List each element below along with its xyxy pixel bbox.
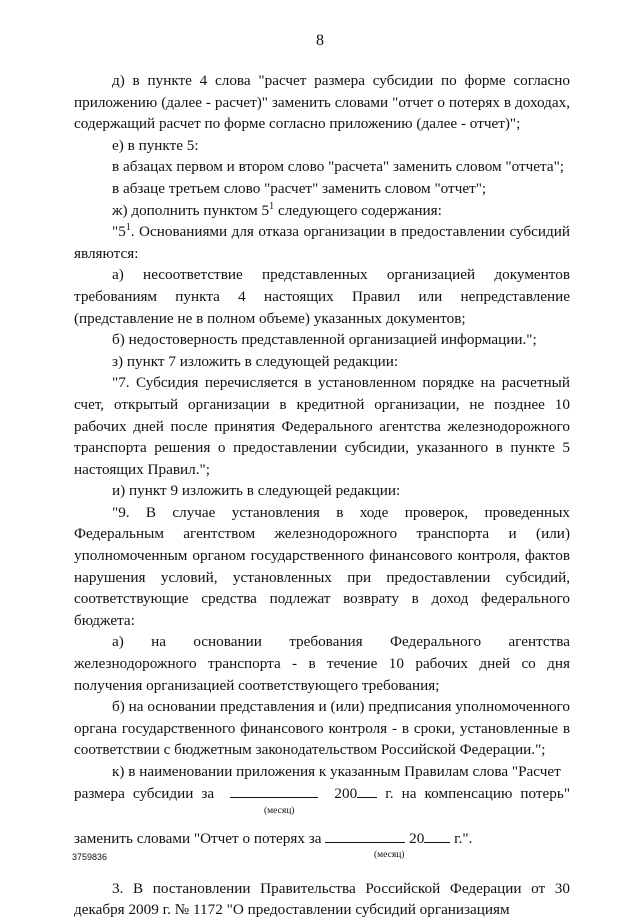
replace-text: заменить словами "Отчет о потерях за bbox=[74, 830, 322, 848]
paragraph-e-1: в абзацах первом и втором слово "расчета" заменить словом "отчета"; bbox=[112, 158, 565, 176]
document-body bbox=[74, 70, 570, 921]
year-blank bbox=[357, 784, 377, 798]
k-line-2-end: г. на компенсацию потерь" bbox=[385, 784, 571, 802]
paragraph-b-1: б) недостоверность представленной организацией информации."; bbox=[112, 331, 537, 349]
paragraph-i: и) пункт 9 изложить в следующей редакции: bbox=[112, 482, 401, 500]
paragraph-z: з) пункт 7 изложить в следующей редакции: bbox=[112, 352, 399, 370]
paragraph-zh bbox=[74, 200, 570, 222]
paragraph-3: 3. В постановлении Правительства Российской Федерации от 30 декабря 2009 г. № 1172 "О предоставлении субсидий организациям bbox=[74, 879, 570, 919]
paragraph-e: е) в пункте 5: bbox=[112, 136, 199, 154]
replace-end: г.". bbox=[454, 830, 473, 848]
month-blank bbox=[325, 829, 405, 843]
paragraph-zh-text: ж) дополнить пунктом 5 bbox=[112, 201, 270, 219]
paragraph-7: "7. Субсидия перечисляется в установленном порядке на расчетный счет, открытый организации в кредитной организации, не позднее 10 рабочих дней после принятия Федерального агентства железнодорожного транспорта решения о предоставлении субсидии, указанного в пункте 5 настоящих Правил."; bbox=[74, 374, 570, 478]
paragraph-e-2: в абзаце третьем слово "расчет" заменить словом "отчет"; bbox=[112, 179, 487, 197]
paragraph-zh-text-end: следующего содержания: bbox=[274, 201, 442, 219]
paragraph-5-1-start: "5 bbox=[112, 223, 126, 241]
paragraph-a-2: а) на основании требования Федерального агентства железнодорожного транспорта - в течение 10 рабочих дней со дня получения организацией соответствующего требования; bbox=[74, 633, 570, 694]
paragraph-k: к) в наименовании приложения к указанным Правилам слова "Расчет bbox=[112, 763, 561, 780]
paragraph-5-1 bbox=[74, 221, 570, 264]
page-number: 8 bbox=[316, 32, 324, 49]
month-caption: (месяц) bbox=[264, 806, 295, 817]
year-blank bbox=[424, 829, 450, 843]
year-prefix: 20 bbox=[409, 830, 425, 848]
paragraph-b-2: б) на основании представления и (или) предписания уполномоченного органа государственного финансового контроля - в сроки, установленные в соответствии с бюджетным законодательством Российской Федерации."; bbox=[74, 698, 570, 759]
year-prefix: 200 bbox=[334, 784, 358, 802]
paragraph-k-line-2 bbox=[74, 783, 570, 805]
paragraph-d: д) в пункте 4 слова "расчет размера субсидии по форме согласно приложению (далее - расчет)" заменить словами "отчет о потерях в доходах, содержащий расчет по форме согласно приложению (далее - отчет)"; bbox=[74, 72, 570, 133]
superscript: 1 bbox=[269, 200, 275, 212]
month-caption: (месяц) bbox=[374, 849, 405, 860]
superscript: 1 bbox=[125, 222, 131, 234]
replace-line bbox=[74, 828, 570, 850]
month-blank bbox=[230, 784, 318, 798]
k-line-2-text: размера субсидии за bbox=[74, 784, 215, 802]
paragraph-5-1-text: . Основаниями для отказа организации в предоставлении субсидий являются: bbox=[74, 223, 570, 262]
paragraph-9: "9. В случае установления в ходе проверок, проведенных Федеральным агентством железнодорожного транспорта и (или) уполномоченным органом государственного финансового контроля, фактов нарушения условий, установленных при предоставлении субсидий, соответствующие средства подлежат возврату в доход федерального бюджета: bbox=[74, 503, 570, 629]
document-code: 3759836 bbox=[72, 852, 108, 862]
paragraph-a-1: а) несоответствие представленных организацией документов требованиям пункта 4 настоящих Правил или непредставление (представление не в полном объеме) указанных документов; bbox=[74, 266, 570, 327]
